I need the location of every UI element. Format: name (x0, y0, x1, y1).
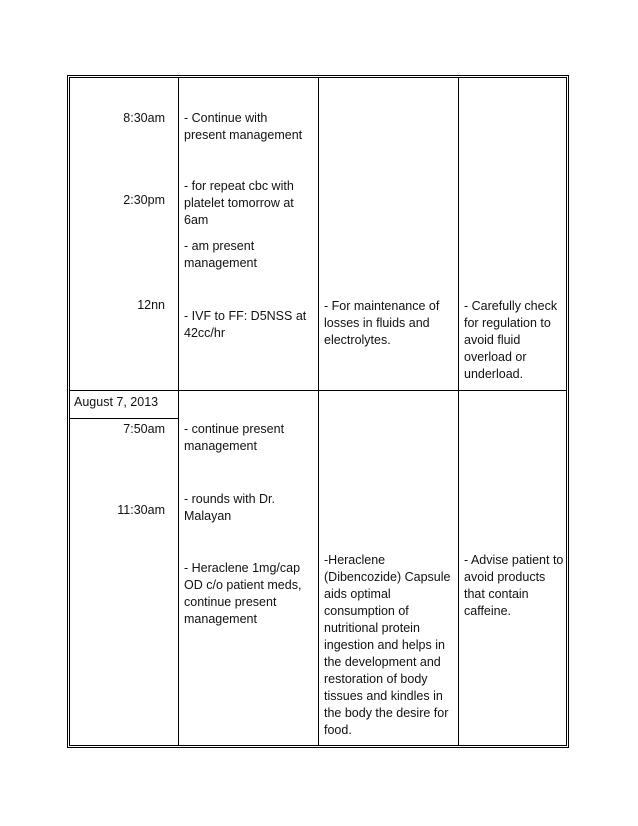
rationale-cell: -Heraclene (Dibencozide) Capsule aids optimal consumption of nutritional protein ingestion and helps in the development and restoration of body tissues and kindles in the body the desire for food. (324, 553, 451, 737)
time-cell: 8:30am (123, 111, 165, 125)
column-divider (458, 78, 459, 745)
order-entry: - Heraclene 1mg/cap OD c/o patient meds, continue present management (184, 561, 302, 626)
time-cell: 7:50am (123, 422, 165, 436)
rationale-cell: - For maintenance of losses in fluids and electrolytes. (324, 299, 440, 347)
row-divider (70, 390, 566, 391)
nursing-cell: - Carefully check for regulation to avoid fluid overload or underload. (464, 299, 558, 381)
nursing-cell: - Advise patient to avoid products that contain caffeine. (464, 553, 564, 618)
time-cell: 11:30am (117, 503, 165, 517)
orders-table (67, 75, 569, 748)
order-entry: - am present management (184, 239, 257, 270)
column-divider (178, 78, 179, 745)
order-entry: - Continue with present management (184, 111, 303, 142)
column-divider (318, 78, 319, 745)
time-cell: 2:30pm (123, 193, 165, 207)
order-entry: - IVF to FF: D5NSS at 42cc/hr (184, 309, 307, 340)
order-entry: - for repeat cbc with platelet tomorrow at 6am (184, 179, 294, 227)
date-cell: August 7, 2013 (74, 395, 159, 409)
time-cell: 12nn (137, 298, 165, 312)
order-entry: - continue present management (184, 422, 285, 453)
order-entry: - rounds with Dr. Malayan (184, 492, 276, 523)
date-divider (70, 418, 178, 419)
